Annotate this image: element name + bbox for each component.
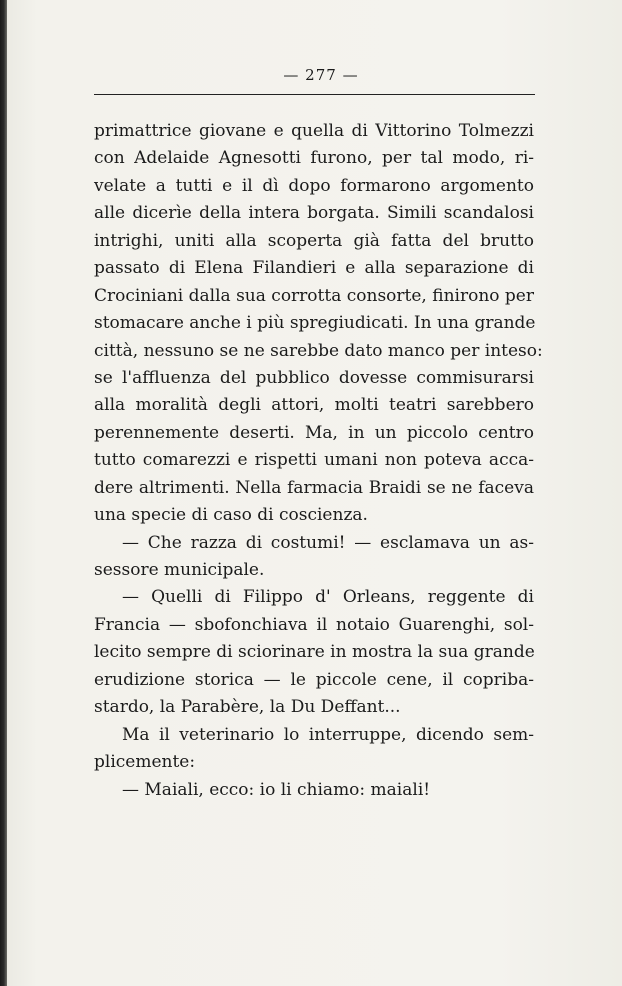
page-binding-edge xyxy=(0,0,7,986)
text-line: dere altrimenti. Nella farmacia Braidi se ne faceva xyxy=(94,477,534,498)
text-line: intrighi, uniti alla scoperta già fatta del brutto xyxy=(94,230,534,251)
text-line: — Quelli di Filippo d' Orleans, reggente di xyxy=(122,587,534,608)
text-line: Crociniani dalla sua corrotta consorte, finirono per xyxy=(94,285,534,306)
text-line: passato di Elena Filandieri e alla separazione di xyxy=(94,258,534,279)
page-number: — 277 — xyxy=(283,66,359,84)
text-line: lecito sempre di sciorinare in mostra la sua grande xyxy=(94,642,535,663)
text-line: stardo, la Parabère, la Du Deffant... xyxy=(94,697,401,718)
text-line: alla moralità degli attori, molti teatri sarebbero xyxy=(94,395,534,416)
text-line: — Maiali, ecco: io li chiamo: maiali! xyxy=(122,779,431,800)
text-line: una specie di caso di coscienza. xyxy=(94,505,368,526)
text-line: erudizione storica — le piccole cene, il copriba- xyxy=(94,669,534,690)
text-line: plicemente: xyxy=(94,752,196,773)
body-text xyxy=(94,118,543,804)
text-line: Ma il veterinario lo interruppe, dicendo sem- xyxy=(122,724,534,745)
text-line: città, nessuno se ne sarebbe dato manco per inteso: xyxy=(94,340,543,361)
text-line: se l'affluenza del pubblico dovesse commisurarsi xyxy=(94,367,534,388)
text-line: perennemente deserti. Ma, in un piccolo centro xyxy=(94,422,534,443)
text-line: tutto comarezzi e rispetti umani non poteva acca- xyxy=(94,450,534,471)
text-line: velate a tutti e il dì dopo formarono argomento xyxy=(94,175,534,196)
text-line: Francia — sbofonchiava il notaio Guarenghi, sol- xyxy=(94,614,534,635)
text-line: primattrice giovane e quella di Vittorino Tolmezzi xyxy=(94,121,534,141)
text-line: alle dicerìe della intera borgata. Simili scandalosi xyxy=(94,203,534,224)
header-rule xyxy=(94,94,535,95)
text-line: stomacare anche i più spregiudicati. In una grande xyxy=(94,313,536,334)
text-line: sessore municipale. xyxy=(94,560,265,580)
text-line: — Che razza di costumi! — esclamava un as- xyxy=(122,532,534,553)
text-line: con Adelaide Agnesotti furono, per tal modo, ri- xyxy=(94,148,534,169)
